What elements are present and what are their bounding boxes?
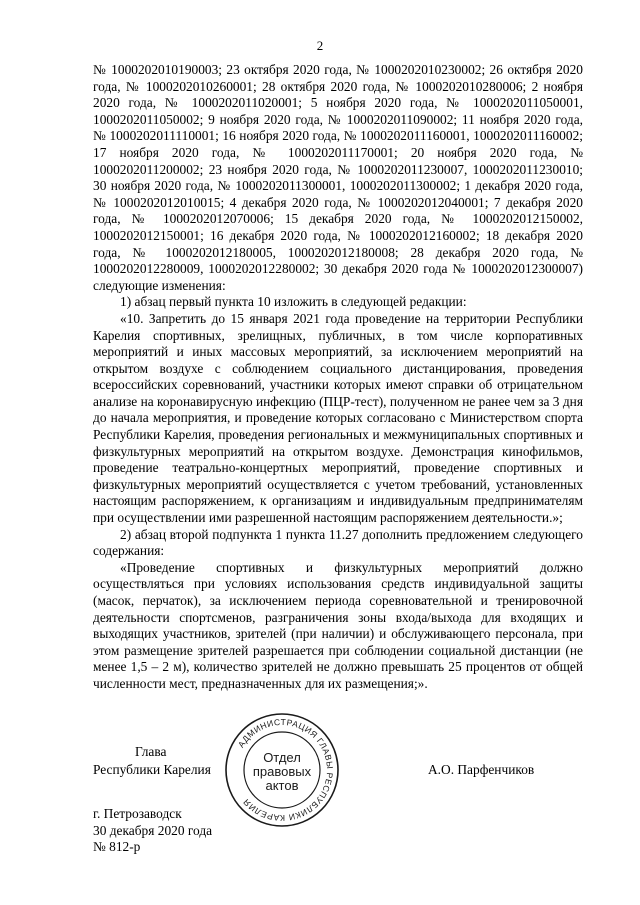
item-1-paragraph: 1) абзац первый пункта 10 изложить в следующей редакции:: [120, 294, 467, 310]
signature-title-line1: Глава: [135, 744, 167, 759]
place-line: г. Петрозаводск: [93, 806, 182, 821]
stamp-line1: Отдел: [263, 750, 301, 765]
stamp-line3: актов: [265, 778, 299, 793]
signature-name: А.О. Парфенчиков: [428, 762, 535, 777]
stamp-line2: правовых: [252, 764, 312, 779]
stamp-ring-text: АДМИНИСТРАЦИЯ ГЛАВЫ РЕСПУБЛИКИ КАРЕЛИЯ: [235, 716, 336, 824]
date-line: 30 декабря 2020 года: [93, 822, 213, 838]
intro-paragraph: № 1000202010190003; 23 октября 2020 года, № 1000202010230002; 26 октября 2020 года, № 1000202010260001; 28 октября 2020 года, № 1000202010280006; 2 ноября 2020 года, № 1000202011020001; 5 ноября 2020 года, № 1000202011050001, 1000202011050002; 9 ноября 2020 года, № 1000202011090002; 11 ноября 2020 года, № 1000202011110001; 16 ноября 2020 года, № 1000202011160001, 1000202011160002; 17 ноября 2020 года, № 1000202011170001; 20 ноября 2020 года, № 1000202011200002; 23 ноября 2020 года, № 1000202011230007, 1000202011230010; 30 ноября 2020 года, № 1000202011300001, 1000202011300002; 1 декабря 2020 года, № 1000202012010015; 4 декабря 2020 года, № 1000202012040001; 7 декабря 2020 года, № 1000202012070006; 15 декабря 2020 года, № 1000202012150002, 1000202012150001; 16 декабря 2020 года, № 1000202012160002; 18 декабря 2020 года, № 1000202012180005, 1000202012180008; 28 декабря 2020 года, № 1000202012280009, 1000202012280002; 30 декабря 2020 года № 1000202012300007) следующие изменения:: [93, 62, 583, 293]
stamp-seal: [222, 710, 342, 830]
item-2-paragraph: 2) абзац второй подпункта 1 пункта 11.27 дополнить предложением следующего содержания:: [93, 526, 583, 559]
order-number: № 812-р: [93, 839, 141, 855]
document-body: [93, 62, 583, 693]
page-number: 2: [316, 38, 324, 53]
quoted-addition-paragraph: «Проведение спортивных и физкультурных мероприятий должно осуществляться при условиях использования средств индивидуальной защиты (масок, перчаток), за исключением периода соревновательной и тренировочной деятельности спортсменов, разграничения зоны входа/выхода для входящих и выходящих участников, зрителей (при наличии) и обслуживающего персонала, при этом размещение зрителей разрешается при соблюдении социальной дистанции (не менее 1,5 – 2 м), количество зрителей не должно превышать 25 процентов от общей численности мест, предназначенных для их размещения;».: [93, 559, 583, 691]
issue-block: [93, 806, 212, 856]
quoted-paragraph-10: «10. Запретить до 15 января 2021 года проведение на территории Республики Карелия спортивных, зрелищных, публичных, в том числе корпоративных мероприятий и иных массовых мероприятий, за исключением мероприятий на открытом воздухе с соблюдением социального дистанцирования, проведения всероссийских соревнований, участники которых имеют справки об отрицательном анализе на коронавирусную инфекцию (ПЦР-тест), полученном не ранее чем за 3 дня до начала мероприятия, и проведение которых согласовано с Министерством спорта Республики Карелия, проведения региональных и межмуниципальных спортивных и физкультурных мероприятий на открытом воздухе. Демонстрация кинофильмов, проведение театрально-концертных мероприятий, проведение спортивных и физкультурных мероприятий осуществляется с учетом требований, установленных настоящим распоряжением, к организациям и индивидуальным предпринимателям при осуществлении ими разрешенной настоящим распоряжением деятельности.»;: [93, 310, 583, 526]
signature-title-line2: Республики Карелия: [93, 762, 211, 777]
